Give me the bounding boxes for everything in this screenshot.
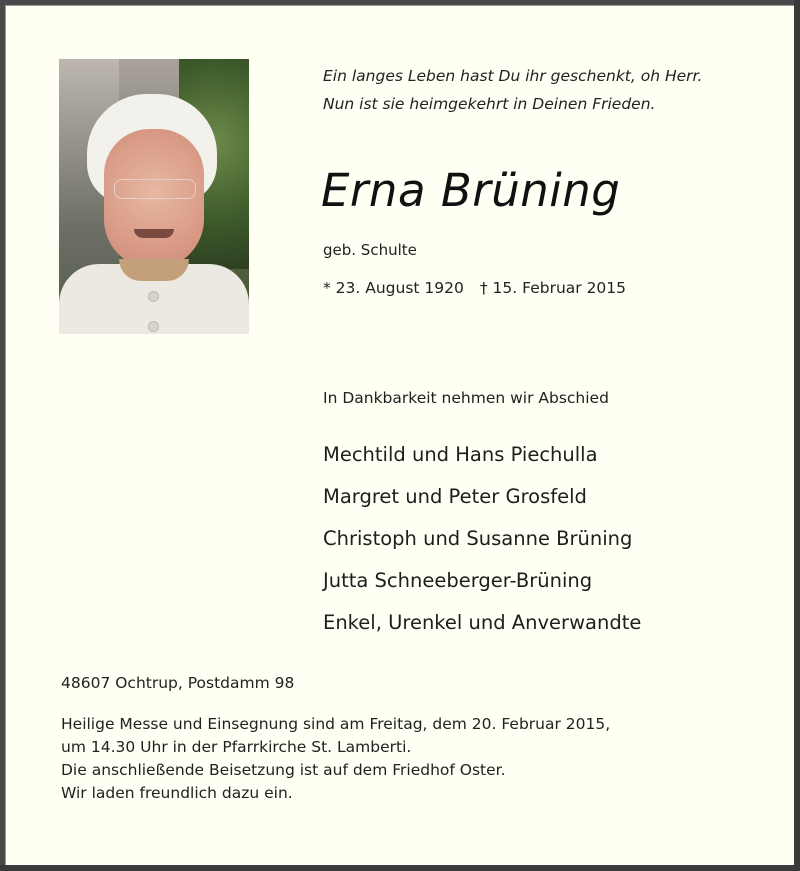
service-line: Heilige Messe und Einsegnung sind am Freitag, dem 20. Februar 2015, (61, 715, 611, 733)
verse-line: Ein langes Leben hast Du ihr geschenkt, oh Herr. (323, 67, 703, 85)
photo-button (148, 321, 159, 332)
photo-glasses (114, 179, 196, 199)
farewell-line: In Dankbarkeit nehmen wir Abschied (323, 389, 609, 407)
birth-date: * 23. August 1920 (323, 279, 464, 297)
photo-button (148, 291, 159, 302)
mourner-item: Mechtild und Hans Piechulla (323, 443, 598, 466)
frame-shadow-right (794, 0, 800, 871)
mourner-item: Christoph und Susanne Brüning (323, 527, 633, 550)
frame-shadow-bottom (0, 865, 800, 871)
service-line: um 14.30 Uhr in der Pfarrkirche St. Lamberti. (61, 738, 412, 756)
service-line: Die anschließende Beisetzung ist auf dem Friedhof Oster. (61, 761, 506, 779)
portrait-photo (59, 59, 249, 334)
mourner-item: Margret und Peter Grosfeld (323, 485, 587, 508)
service-info (61, 713, 610, 805)
photo-smile (134, 229, 174, 238)
mourner-item: Enkel, Urenkel und Anverwandte (323, 611, 642, 634)
life-dates (323, 279, 626, 297)
obituary-card (5, 5, 795, 866)
mourners-list (323, 434, 641, 644)
photo-collar (119, 259, 189, 281)
death-date: † 15. Februar 2015 (479, 279, 627, 297)
photo-face (104, 129, 204, 269)
verse (323, 62, 702, 118)
deceased-name: Erna Brüning (321, 164, 621, 217)
maiden-name: geb. Schulte (323, 241, 417, 259)
service-line: Wir laden freundlich dazu ein. (61, 784, 293, 802)
verse-line: Nun ist sie heimgekehrt in Deinen Frieden. (323, 95, 656, 113)
address: 48607 Ochtrup, Postdamm 98 (61, 674, 295, 692)
mourner-item: Jutta Schneeberger-Brüning (323, 569, 593, 592)
